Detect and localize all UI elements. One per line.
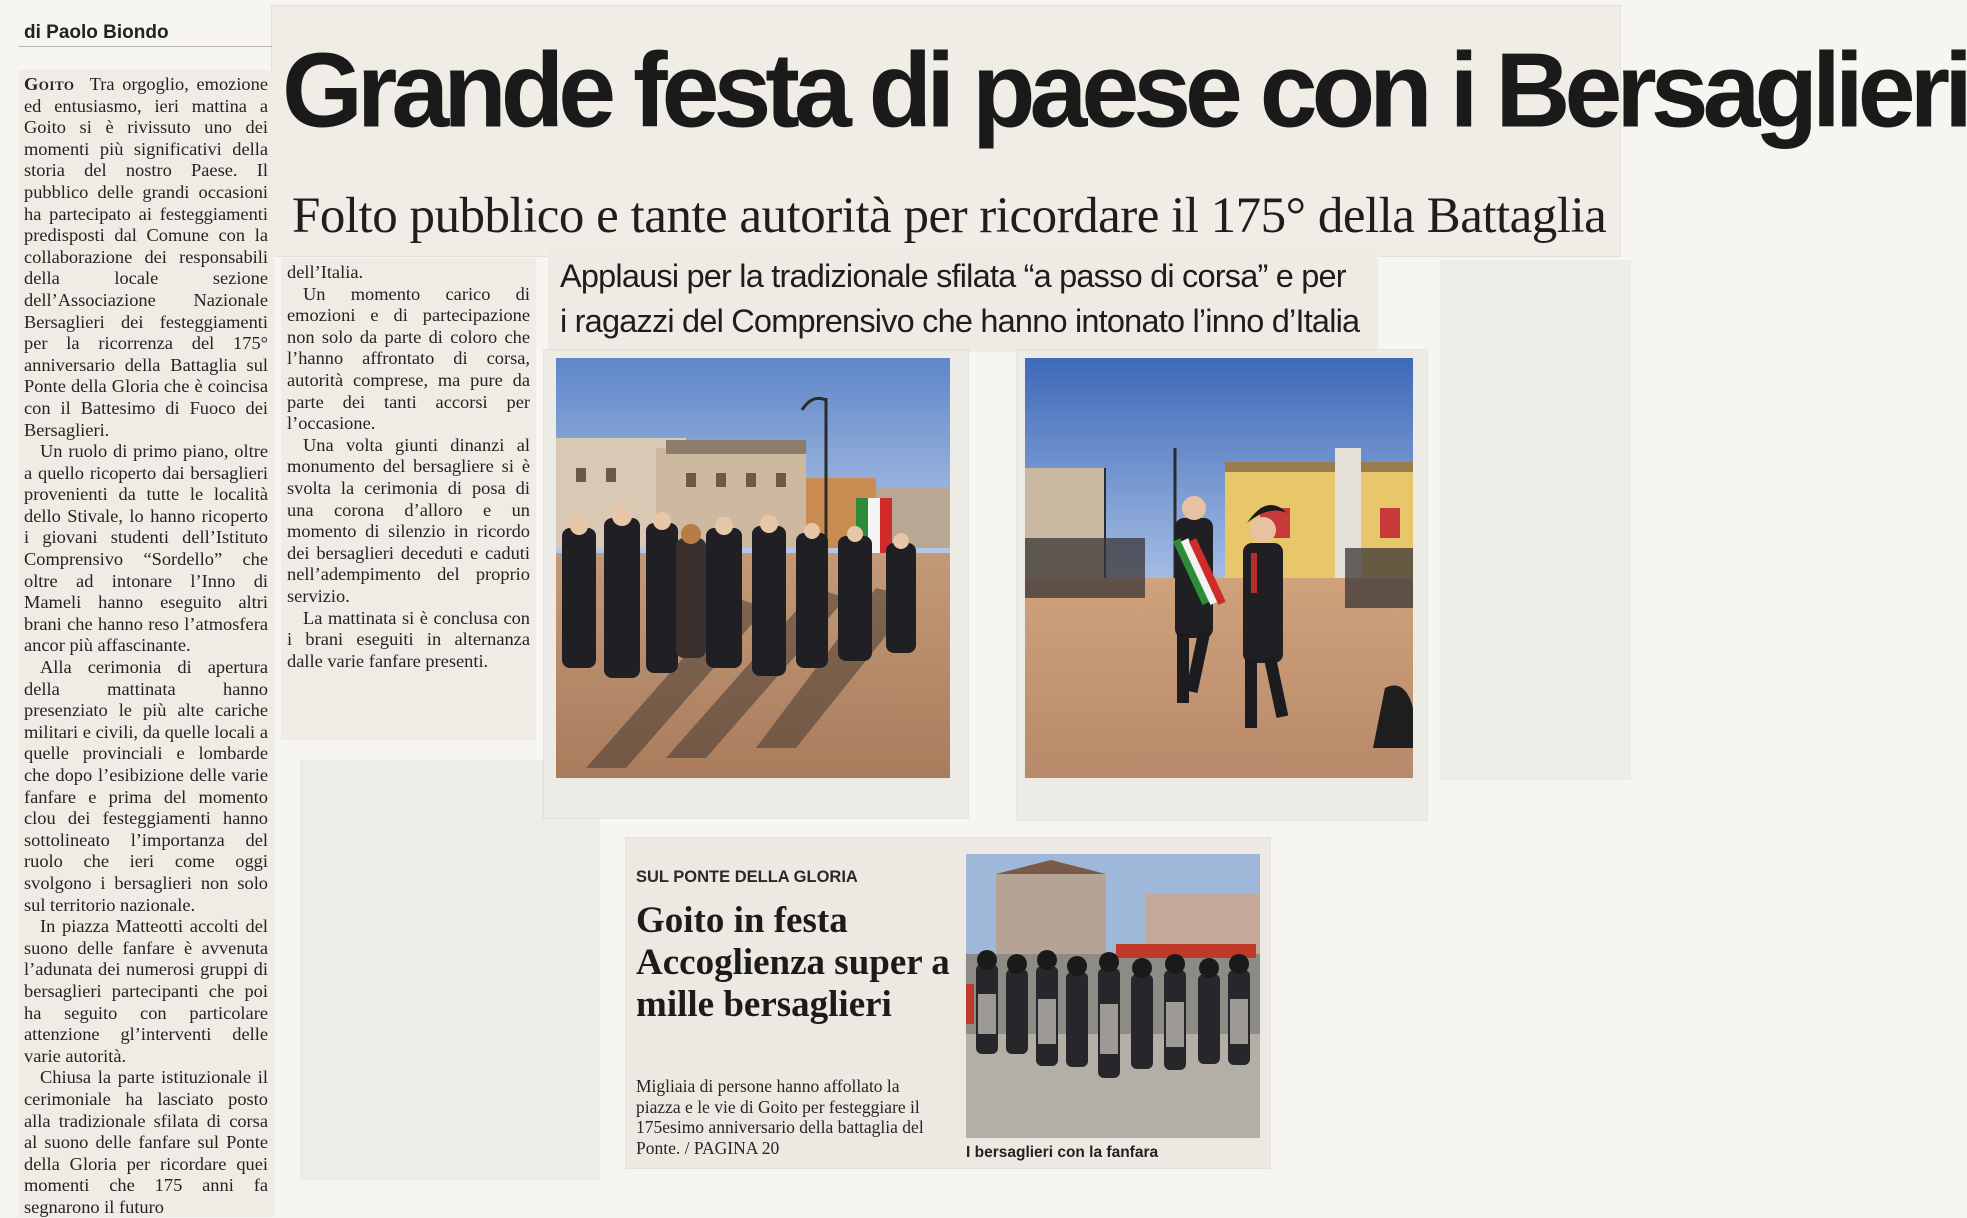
article-column-1 <box>18 70 274 1217</box>
article-paragraph: In piazza Matteotti accolti del suono delle fanfare è avvenuta l’adunata dei numerosi gruppi di bersaglieri partecipanti che poi ha seguito con particolare attenzione gl’interventi delle varie autorità. <box>24 916 268 1066</box>
article-paragraph: Goito Tra orgoglio, emozione ed entusiasmo, ieri mattina a Goito si è rivissuto uno dei momenti più significativi della storia del nostro Paese. Il pubblico delle grandi occasioni ha partecipato ai festeggiamenti predisposti dal Comune con la collaborazione dei responsabili della locale sezione dell’Associazione Nazionale Bersaglieri dei festeggiamenti per la ricorrenza del 175° anniversario della Battaglia sul Ponte della Gloria che è coincisa con il Battesimo di Fuoco dei Bersaglieri. <box>24 74 268 440</box>
headline-block <box>272 6 1967 256</box>
photo-ceremony <box>556 358 950 778</box>
article-paragraph: Una volta giunti dinanzi al monumento del bersagliere si è svolta la cerimonia di posa di una corona d’alloro e un momento di silenzio in ricordo dei bersaglieri deceduti e caduti nell’adempimento del proprio servizio. <box>287 434 530 606</box>
dateline: Goito <box>24 74 75 94</box>
teaser-box <box>626 838 1270 1168</box>
article-paragraph: La mattinata si è conclusa con i brani eseguiti in alternanza dalle varie fanfare presenti. <box>287 607 530 671</box>
article-paragraph: dell’Italia. <box>287 262 364 282</box>
article-paragraph: Chiusa la parte istituzionale il cerimoniale ha lasciato posto alla tradizionale sfilata di corsa al suono delle fanfare sul Ponte della Gloria per ricordare quei momenti che 175 anni fa segnarono il futuro <box>24 1067 268 1217</box>
article-paragraph: Alla cerimonia di apertura della mattinata hanno presenziato le più alte cariche militari e civili, da quelle locali a quelle provinciali e lombarde che dopo l’esibizione delle varie fanfare e prima del momento clou dei festeggiamenti hanno sottolineato l’importanza del ruolo che ieri come oggi svolgono i bersaglieri non solo sul territorio nazionale. <box>24 657 268 915</box>
bleed-through-right <box>1440 260 1631 780</box>
teaser-photo-caption: I bersaglieri con la fanfara <box>966 1144 1159 1161</box>
article-paragraph: Un momento carico di emozioni e di partecipazione non solo da parte di coloro che l’hanno affrontato di corsa, autorità comprese, ma pure da parte dei tanti accorsi per l’occasione. <box>287 283 530 434</box>
article-paragraph: Un ruolo di primo piano, oltre a quello ricoperto dai bersaglieri provenienti da tutte le località dello Stivale, lo hanno ricoperto i giovani studenti dell’Istituto Comprensivo “Sordello” che oltre ad intonare l’Inno di Mameli hanno eseguito altri brani che hanno reso l’atmosfera ancor più affascinante. <box>24 441 268 656</box>
main-headline: Grande festa di paese con i Bersaglieri <box>282 31 1967 151</box>
article-column-2 <box>281 258 536 740</box>
photo-frame-running <box>1017 350 1427 820</box>
photo-fanfare <box>966 854 1260 1138</box>
deck <box>548 248 1378 352</box>
byline: di Paolo Biondo <box>18 16 274 47</box>
photo-frame-ceremony <box>544 350 968 818</box>
headline-subtitle: Folto pubblico e tante autorità per ricordare il 175° della Battaglia <box>292 188 1607 244</box>
photo-running <box>1025 358 1413 778</box>
deck-line-1: Applausi per la tradizionale sfilata “a passo di corsa” e per <box>560 258 1346 294</box>
teaser-kicker: SUL PONTE DELLA GLORIA <box>636 868 858 886</box>
bleed-through-bottom <box>300 760 600 1180</box>
teaser-body: Migliaia di persone hanno affollato la piazza e le vie di Goito per festeggiare il 175esimo anniversario della battaglia del Ponte. / PAGINA 20 <box>636 1076 924 1158</box>
deck-line-2: i ragazzi del Comprensivo che hanno intonato l’inno d’Italia <box>560 303 1360 339</box>
teaser-title: Goito in festa Accoglienza super a mille bersaglieri <box>636 900 950 1025</box>
